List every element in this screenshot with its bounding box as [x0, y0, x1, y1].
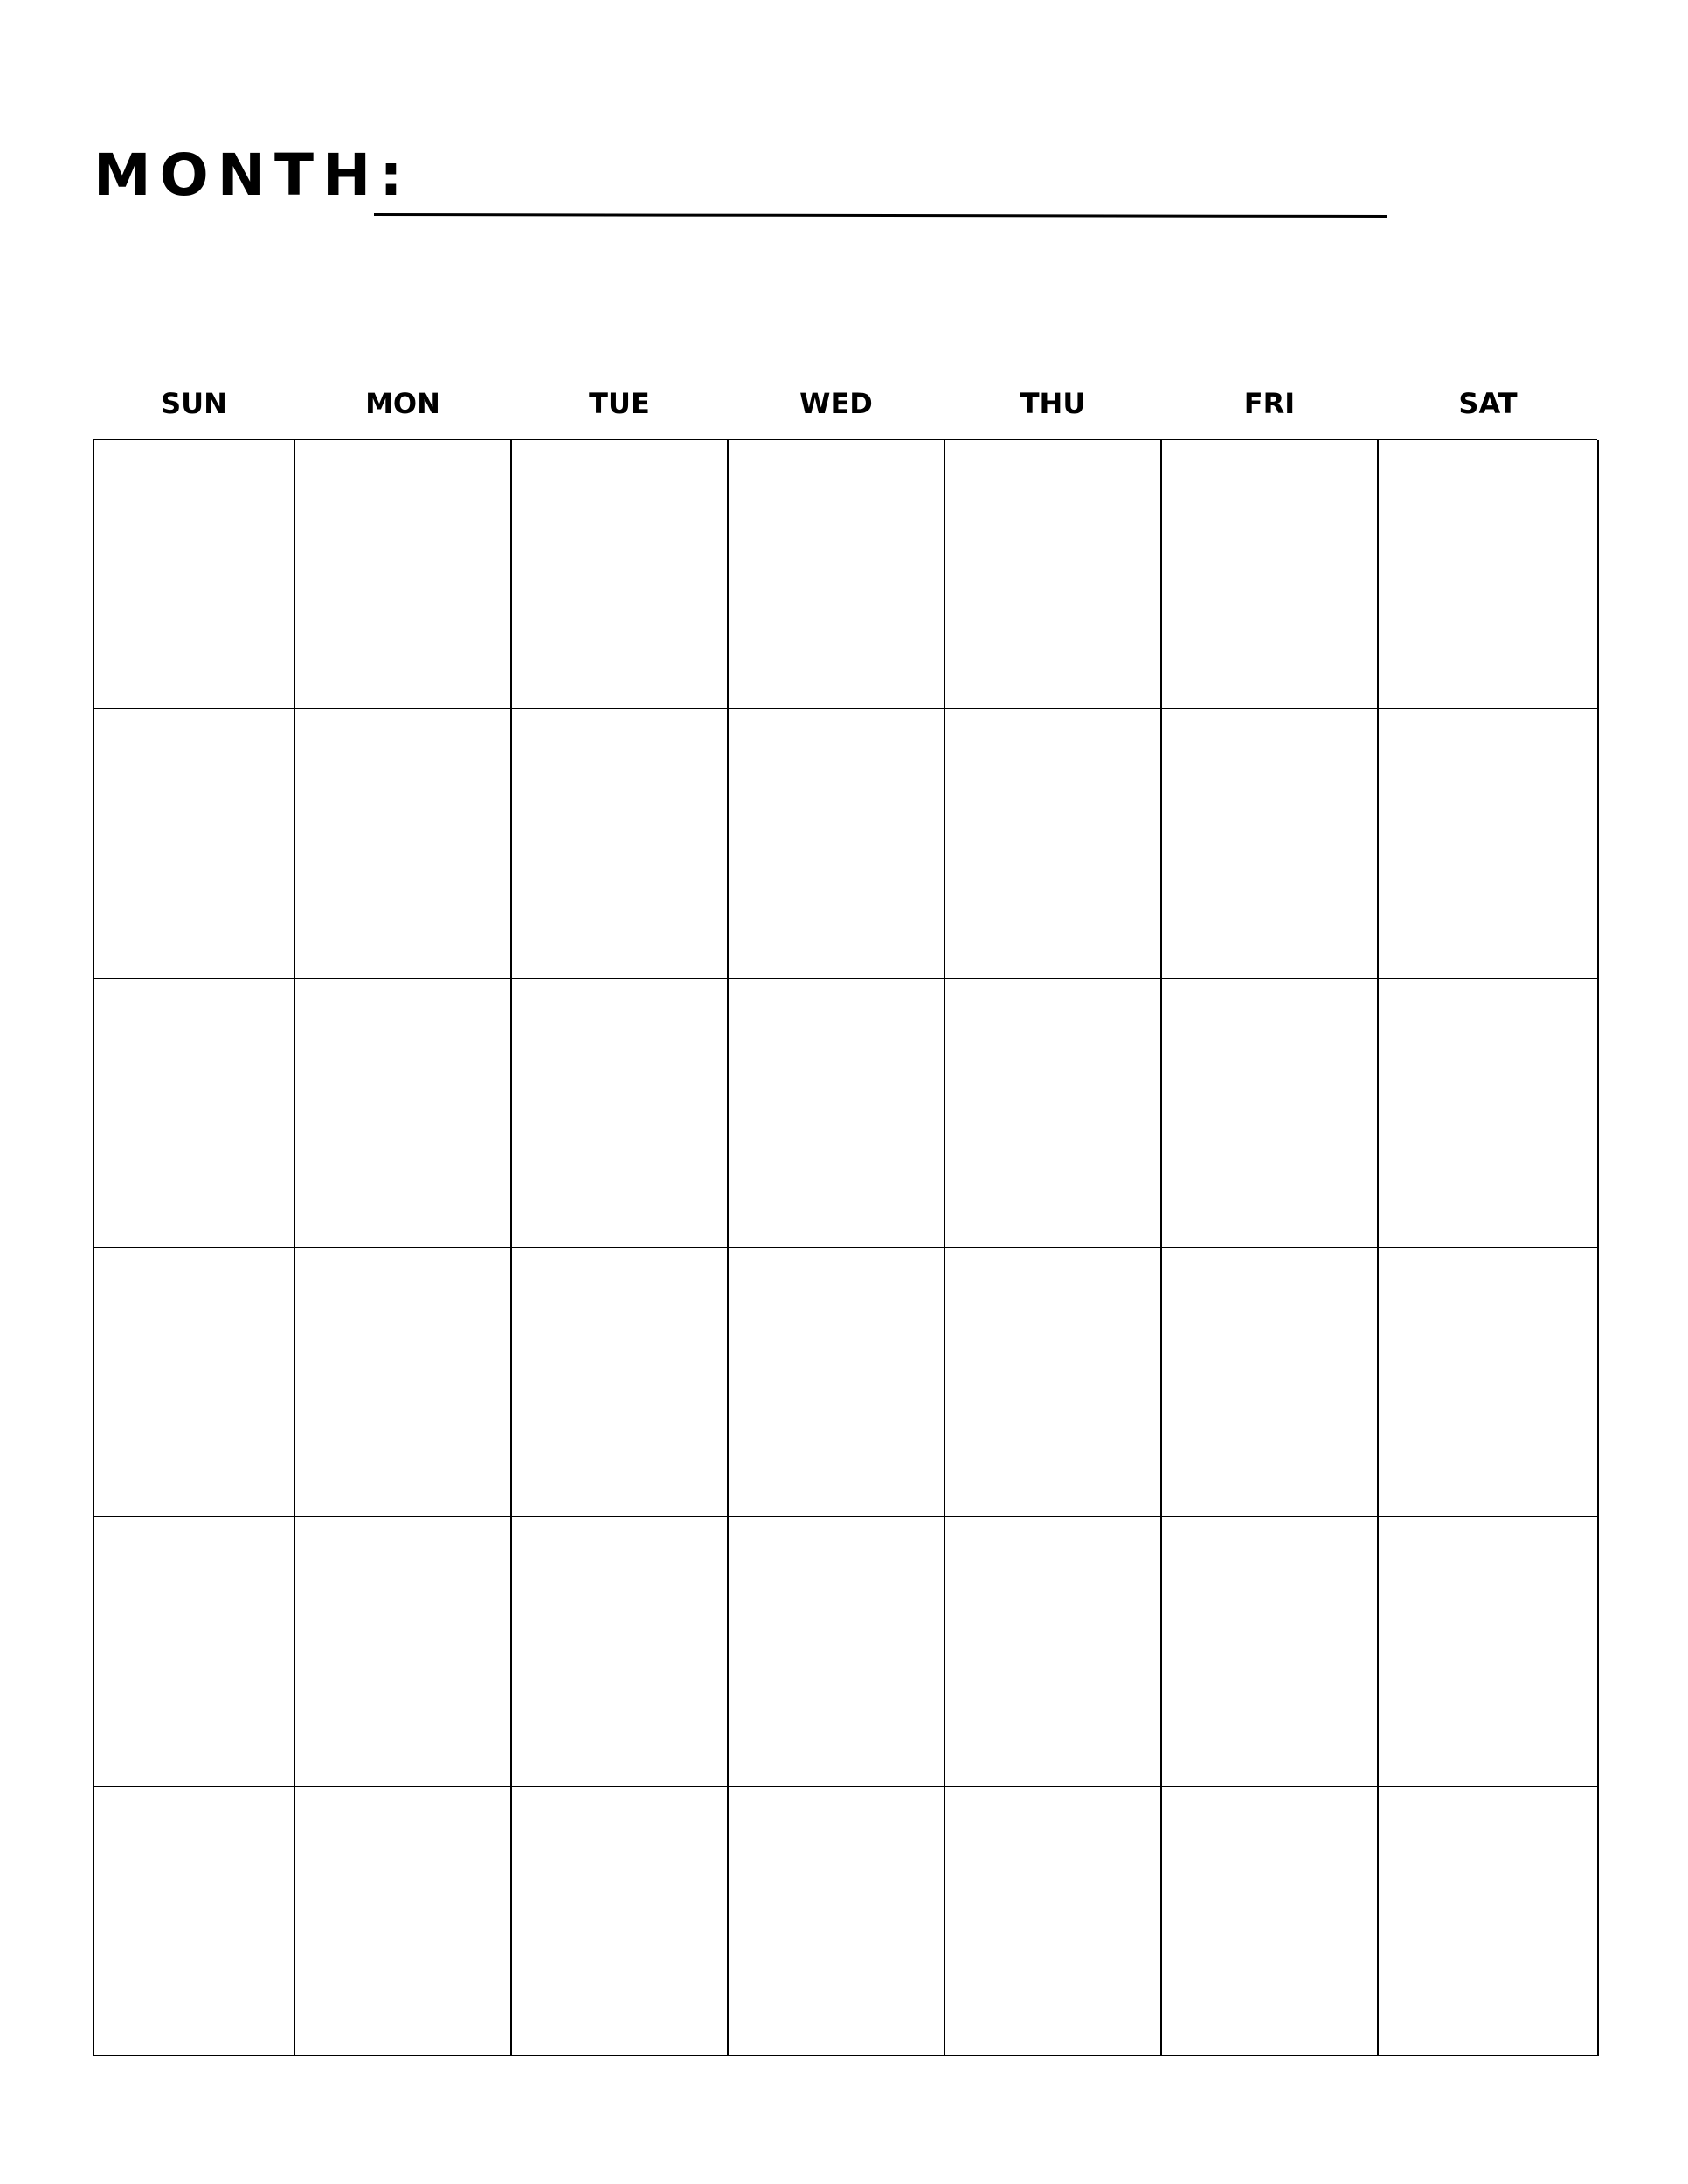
month-label: MONTH:: [93, 142, 412, 209]
day-cell[interactable]: [295, 1248, 512, 1517]
day-cell[interactable]: [1162, 440, 1379, 709]
day-cell[interactable]: [729, 709, 945, 978]
day-cell[interactable]: [512, 1248, 729, 1517]
day-cell[interactable]: [295, 709, 512, 978]
day-cell[interactable]: [1162, 709, 1379, 978]
weekday-tue: TUE: [589, 387, 650, 420]
day-cell[interactable]: [512, 440, 729, 709]
day-cell[interactable]: [945, 1248, 1162, 1517]
day-cell[interactable]: [1379, 979, 1599, 1248]
weekday-wed: WED: [799, 387, 873, 420]
day-cell[interactable]: [729, 1517, 945, 1787]
day-cell[interactable]: [729, 1787, 945, 2056]
day-cell[interactable]: [729, 1248, 945, 1517]
weekday-thu: THU: [1020, 387, 1086, 420]
weekday-sat: SAT: [1458, 387, 1518, 420]
calendar-grid: [93, 439, 1597, 2056]
day-cell[interactable]: [1379, 709, 1599, 978]
day-cell[interactable]: [729, 440, 945, 709]
day-cell[interactable]: [94, 1248, 295, 1517]
day-cell[interactable]: [1162, 1787, 1379, 2056]
day-cell[interactable]: [1379, 1248, 1599, 1517]
day-cell[interactable]: [1379, 1787, 1599, 2056]
month-write-line[interactable]: [374, 213, 1387, 218]
day-cell[interactable]: [1162, 979, 1379, 1248]
day-cell[interactable]: [94, 1517, 295, 1787]
day-cell[interactable]: [729, 979, 945, 1248]
day-cell[interactable]: [1162, 1517, 1379, 1787]
day-cell[interactable]: [945, 979, 1162, 1248]
day-cell[interactable]: [295, 1517, 512, 1787]
day-cell[interactable]: [512, 1517, 729, 1787]
day-cell[interactable]: [94, 1787, 295, 2056]
weekday-fri: FRI: [1243, 387, 1296, 420]
day-cell[interactable]: [1379, 440, 1599, 709]
day-cell[interactable]: [945, 709, 1162, 978]
day-cell[interactable]: [512, 1787, 729, 2056]
day-cell[interactable]: [295, 979, 512, 1248]
weekday-mon: MON: [365, 387, 440, 420]
day-cell[interactable]: [94, 979, 295, 1248]
day-cell[interactable]: [512, 979, 729, 1248]
day-cell[interactable]: [295, 440, 512, 709]
day-cell[interactable]: [1162, 1248, 1379, 1517]
day-cell[interactable]: [295, 1787, 512, 2056]
day-cell[interactable]: [1379, 1517, 1599, 1787]
day-cell[interactable]: [94, 440, 295, 709]
day-cell[interactable]: [945, 1517, 1162, 1787]
weekday-sun: SUN: [161, 387, 227, 420]
day-cell[interactable]: [945, 1787, 1162, 2056]
day-cell[interactable]: [512, 709, 729, 978]
day-cell[interactable]: [945, 440, 1162, 709]
day-cell[interactable]: [94, 709, 295, 978]
weekday-header: [93, 386, 1598, 421]
